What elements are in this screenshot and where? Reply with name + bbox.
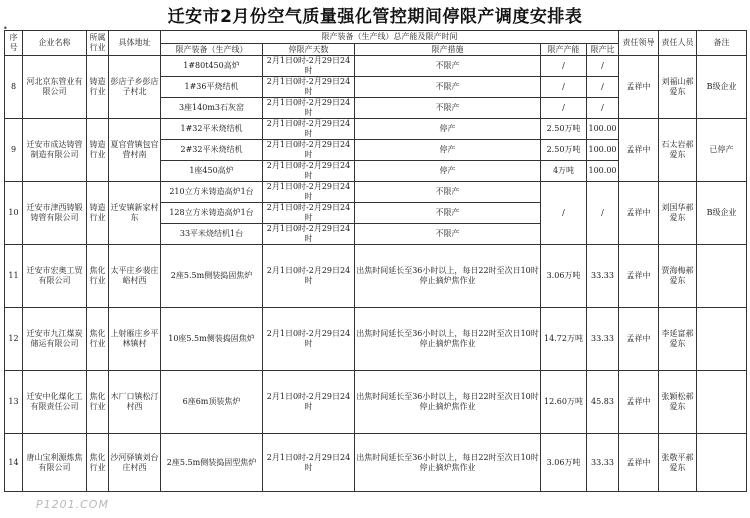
cell-remark: B级企业 (697, 182, 747, 245)
cell-leader: 孟祥中 (619, 371, 659, 434)
table-row (5, 119, 747, 140)
cell-ratio: 100.00 (587, 119, 619, 140)
cell-equipment: 1座450高炉 (161, 161, 263, 182)
cell-equipment: 210立方米铸造高炉1台 (161, 182, 263, 203)
cell-remark (697, 434, 747, 492)
cell-person: 刘国华郝爱东 (659, 182, 697, 245)
table-row (5, 182, 747, 203)
cell-no: 11 (5, 245, 23, 308)
header-time: 停限产天数 (263, 44, 355, 56)
cell-time: 2月1日0时-2月29日24时 (263, 203, 355, 224)
cell-time: 2月1日0时-2月29日24时 (263, 371, 355, 434)
header-industry: 所属行业 (87, 31, 109, 56)
cell-ratio: / (587, 77, 619, 98)
cell-equipment: 128立方米铸造高炉1台 (161, 203, 263, 224)
cell-equipment: 10座5.5m侧装捣固焦炉 (161, 308, 263, 371)
cell-equipment: 3座140m3石灰窑 (161, 98, 263, 119)
header-company: 企业名称 (23, 31, 87, 56)
cell-time: 2月1日0时-2月29日24时 (263, 434, 355, 492)
cell-ratio: 100.00 (587, 161, 619, 182)
cell-person: 李延富郝爱东 (659, 308, 697, 371)
cell-time: 2月1日0时-2月29日24时 (263, 245, 355, 308)
header-group: 限产装备（生产线）总产能及限产时间 (161, 31, 619, 44)
cell-capacity: 3.06万吨 (541, 434, 587, 492)
cell-address: 太平庄乡裴庄峪村西 (109, 245, 161, 308)
cell-measure: 不限产 (355, 56, 541, 77)
cell-industry: 铸造行业 (87, 182, 109, 245)
cell-remark (697, 308, 747, 371)
cell-time: 2月1日0时-2月29日24时 (263, 98, 355, 119)
cell-equipment: 6座6m顶装焦炉 (161, 371, 263, 434)
cell-industry: 焦化行业 (87, 434, 109, 492)
cell-measure: 出焦时间延长至36小时以上，每日22时至次日10时停止摘炉焦作业 (355, 371, 541, 434)
cell-measure: 不限产 (355, 224, 541, 245)
cell-capacity: 3.06万吨 (541, 245, 587, 308)
cell-remark: B级企业 (697, 56, 747, 119)
cell-address: 木厂口镇松汀村西 (109, 371, 161, 434)
table-row (5, 308, 747, 371)
schedule-table (4, 30, 747, 492)
cell-equipment: 33平米烧结机1台 (161, 224, 263, 245)
cell-capacity: 4万吨 (541, 161, 587, 182)
cell-measure: 停产 (355, 140, 541, 161)
cell-time: 2月1日0时-2月29日24时 (263, 182, 355, 203)
cell-capacity: / (541, 77, 587, 98)
cell-capacity: / (541, 182, 587, 245)
cell-equipment: 2#32平米烧结机 (161, 140, 263, 161)
cell-measure: 出焦时间延长至36小时以上，每日22时至次日10时停止摘炉焦作业 (355, 434, 541, 492)
cell-person: 张敬平郝爱东 (659, 434, 697, 492)
cell-company: 迁安中化煤化工有限责任公司 (23, 371, 87, 434)
cell-no: 8 (5, 56, 23, 119)
cell-company: 唐山宝利源炼焦有限公司 (23, 434, 87, 492)
header-address: 具体地址 (109, 31, 161, 56)
cell-measure: 不限产 (355, 98, 541, 119)
cell-ratio: 45.83 (587, 371, 619, 434)
cell-capacity: / (541, 56, 587, 77)
corner-mark: • (3, 24, 8, 33)
header-equipment: 限产装备（生产线） (161, 44, 263, 56)
cell-ratio: / (587, 56, 619, 77)
cell-ratio: / (587, 182, 619, 245)
cell-no: 12 (5, 308, 23, 371)
cell-no: 14 (5, 434, 23, 492)
cell-address: 彭店子乡彭店子村北 (109, 56, 161, 119)
cell-measure: 出焦时间延长至36小时以上，每日22时至次日10时停止摘炉焦作业 (355, 308, 541, 371)
cell-capacity: / (541, 98, 587, 119)
cell-equipment: 2座5.5m侧装捣固焦炉 (161, 245, 263, 308)
cell-ratio: 100.00 (587, 140, 619, 161)
header-measure: 限产措施 (355, 44, 541, 56)
table-row (5, 371, 747, 434)
cell-measure: 停产 (355, 119, 541, 140)
cell-capacity: 14.72万吨 (541, 308, 587, 371)
cell-company: 迁安市成达铸管制造有限公司 (23, 119, 87, 182)
cell-ratio: 33.33 (587, 308, 619, 371)
cell-measure: 出焦时间延长至36小时以上，每日22时至次日10时停止摘炉焦作业 (355, 245, 541, 308)
cell-equipment: 2座5.5m侧装捣固型焦炉 (161, 434, 263, 492)
header-person: 责任人员 (659, 31, 697, 56)
cell-ratio: 33.33 (587, 434, 619, 492)
cell-time: 2月1日0时-2月29日24时 (263, 119, 355, 140)
cell-address: 沙河驿镇刘台庄村西 (109, 434, 161, 492)
cell-time: 2月1日0时-2月29日24时 (263, 140, 355, 161)
cell-measure: 停产 (355, 161, 541, 182)
cell-measure: 不限产 (355, 182, 541, 203)
cell-industry: 铸造行业 (87, 56, 109, 119)
cell-address: 夏官营镇包官营村南 (109, 119, 161, 182)
cell-capacity: 2.50万吨 (541, 119, 587, 140)
cell-no: 9 (5, 119, 23, 182)
cell-capacity: 12.60万吨 (541, 371, 587, 434)
cell-industry: 焦化行业 (87, 308, 109, 371)
cell-person: 石太岩郝爱东 (659, 119, 697, 182)
cell-measure: 不限产 (355, 77, 541, 98)
cell-company: 迁安市九江煤炭储运有限公司 (23, 308, 87, 371)
cell-address: 上射雁庄乡平林镇村 (109, 308, 161, 371)
cell-time: 2月1日0时-2月29日24时 (263, 56, 355, 77)
cell-leader: 孟祥中 (619, 119, 659, 182)
cell-leader: 孟祥中 (619, 245, 659, 308)
table-row (5, 56, 747, 77)
cell-leader: 孟祥中 (619, 434, 659, 492)
cell-time: 2月1日0时-2月29日24时 (263, 308, 355, 371)
cell-address: 迁安镇新家村东 (109, 182, 161, 245)
header-row-1 (5, 31, 747, 44)
cell-equipment: 1#80t450高炉 (161, 56, 263, 77)
cell-industry: 焦化行业 (87, 371, 109, 434)
table-row (5, 434, 747, 492)
cell-equipment: 1#32平米烧结机 (161, 119, 263, 140)
cell-remark (697, 245, 747, 308)
cell-remark (697, 371, 747, 434)
table-row (5, 245, 747, 308)
header-no: 序号 (5, 31, 23, 56)
cell-leader: 孟祥中 (619, 308, 659, 371)
cell-industry: 焦化行业 (87, 245, 109, 308)
cell-time: 2月1日0时-2月29日24时 (263, 77, 355, 98)
cell-remark: 已停产 (697, 119, 747, 182)
cell-person: 张颖松郝爱东 (659, 371, 697, 434)
header-leader: 责任领导 (619, 31, 659, 56)
cell-ratio: / (587, 98, 619, 119)
watermark: P1201.COM (36, 498, 109, 511)
cell-person: 贾海梅郝爱东 (659, 245, 697, 308)
cell-industry: 铸造行业 (87, 119, 109, 182)
cell-ratio: 33.33 (587, 245, 619, 308)
cell-company: 迁安市宏奥工贸有限公司 (23, 245, 87, 308)
cell-person: 刘福山郝爱东 (659, 56, 697, 119)
cell-leader: 孟祥中 (619, 56, 659, 119)
cell-no: 13 (5, 371, 23, 434)
cell-company: 迁安市津西铸锻铸管有限公司 (23, 182, 87, 245)
cell-company: 河北京东管业有限公司 (23, 56, 87, 119)
header-remark: 备注 (697, 31, 747, 56)
cell-capacity: 2.50万吨 (541, 140, 587, 161)
cell-no: 10 (5, 182, 23, 245)
cell-leader: 孟祥中 (619, 182, 659, 245)
cell-measure: 不限产 (355, 203, 541, 224)
page-title: 迁安市2月份空气质量强化管控期间停限产调度安排表 (167, 7, 583, 27)
header-ratio: 限产比 (587, 44, 619, 56)
header-capacity: 限产产能 (541, 44, 587, 56)
cell-time: 2月1日0时-2月29日24时 (263, 161, 355, 182)
cell-time: 2月1日0时-2月29日24时 (263, 224, 355, 245)
cell-equipment: 1#36平烧结机 (161, 77, 263, 98)
